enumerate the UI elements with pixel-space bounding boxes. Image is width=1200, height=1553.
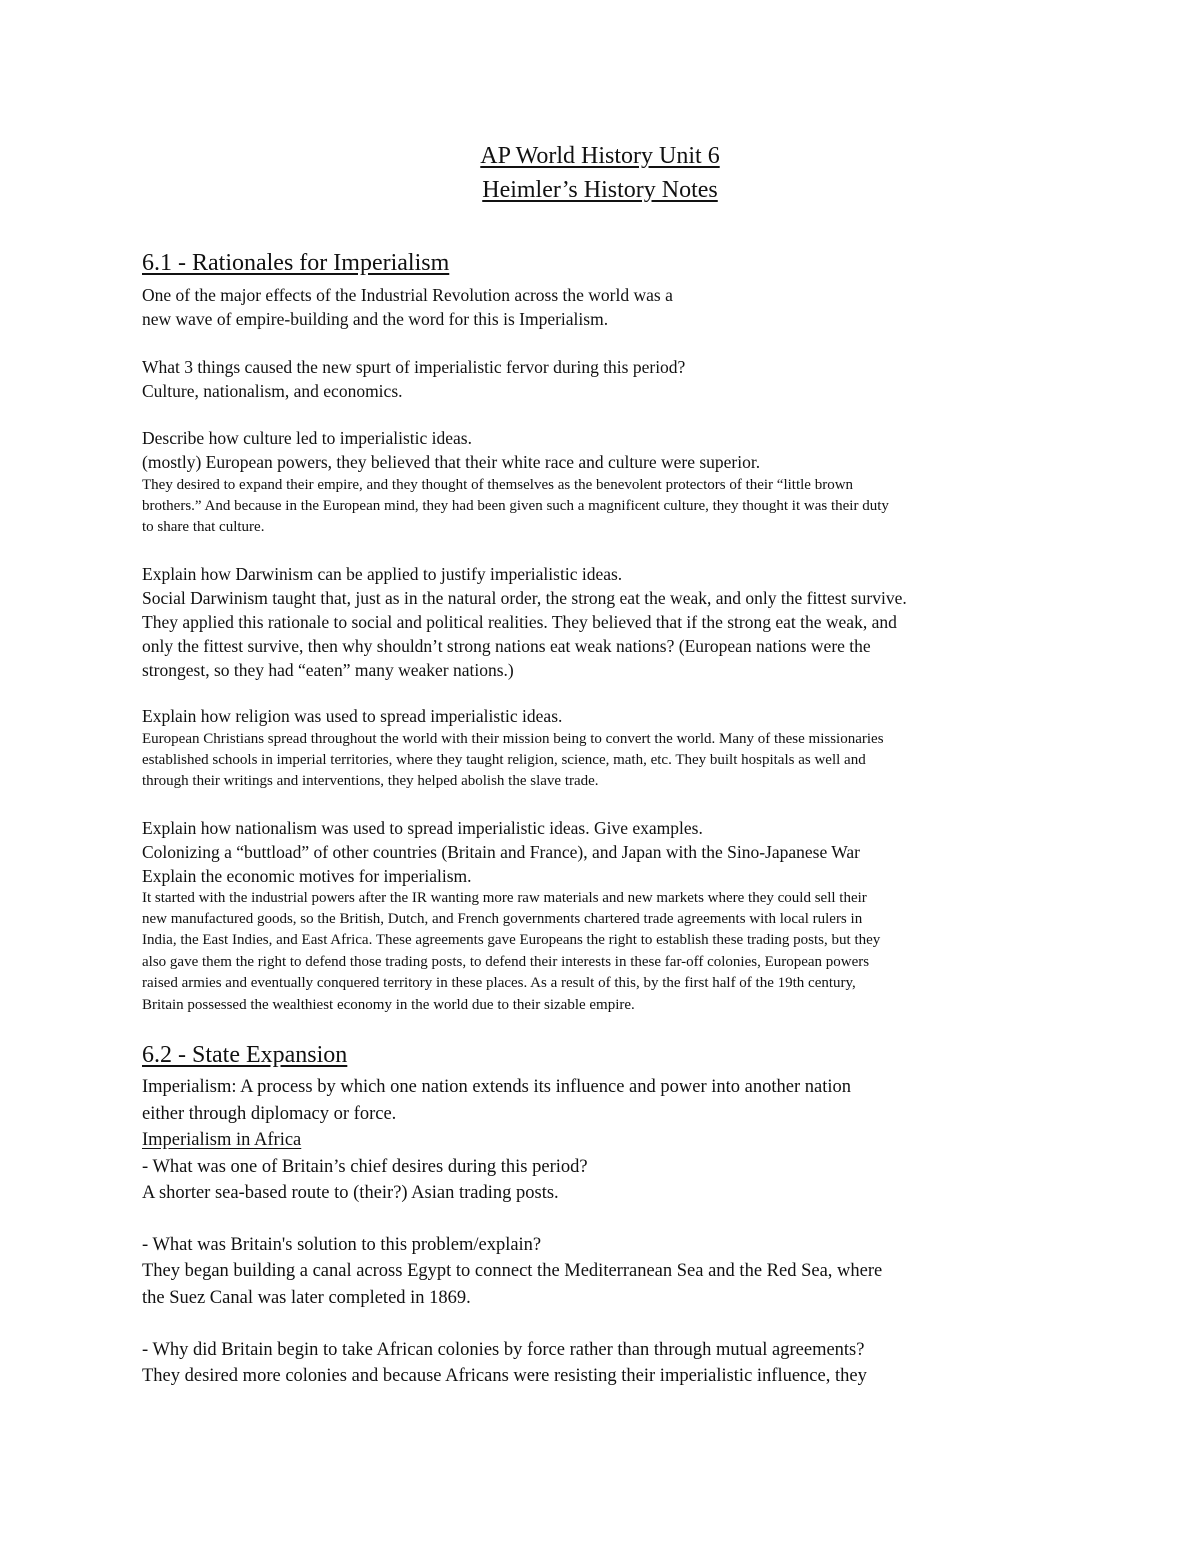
answer-line: strongest, so they had “eaten” many weaker nations.) [142,660,514,680]
answer-line: They began building a canal across Egypt to connect the Mediterranean Sea and the Red Sea, where [142,1261,883,1281]
question-line: What 3 things caused the new spurt of imperialistic fervor during this period? [142,357,686,377]
answer-line: Britain possessed the wealthiest economy in the world due to their sizable empire. [142,997,635,1013]
answer-line: Culture, nationalism, and economics. [142,381,403,401]
answer-line: through their writings and interventions, they helped abolish the slave trade. [142,773,599,789]
answer-line: European Christians spread throughout the world with their mission being to convert the world. Many of these missionaries [142,731,884,747]
section-heading-6-1: 6.1 - Rationales for Imperialism [142,250,450,276]
question-line: Describe how culture led to imperialistic ideas. [142,428,472,448]
text-line: new wave of empire-building and the word for this is Imperialism. [142,309,609,329]
document-subtitle: Heimler’s History Notes [482,177,718,203]
question-line: Explain how Darwinism can be applied to justify imperialistic ideas. [142,564,623,584]
question-line: Explain how religion was used to spread imperialistic ideas. [142,706,563,726]
question-line: - Why did Britain begin to take African colonies by force rather than through mutual agreements? [142,1340,865,1360]
answer-line: A shorter sea-based route to (their?) Asian trading posts. [142,1183,559,1203]
document-title: AP World History Unit 6 [480,143,720,169]
question-line: - What was Britain's solution to this problem/explain? [142,1235,542,1255]
answer-line: They desired to expand their empire, and they thought of themselves as the benevolent protectors of their “little brown [142,477,854,493]
answer-line: also gave them the right to defend those trading posts, to defend their interests in these far-off colonies, European powers [142,954,870,970]
answer-line: Colonizing a “buttload” of other countries (Britain and France), and Japan with the Sino-Japanese War [142,842,860,862]
answer-line: to share that culture. [142,519,265,535]
answer-line: the Suez Canal was later completed in 1869. [142,1288,471,1308]
answer-line: India, the East Indies, and East Africa. These agreements gave Europeans the right to establish these trading posts, but they [142,932,881,948]
subheading-imperialism-in-africa: Imperialism in Africa [142,1130,302,1150]
answer-line: Social Darwinism taught that, just as in the natural order, the strong eat the weak, and only the fittest survive. [142,588,907,608]
question-line: Explain the economic motives for imperialism. [142,866,472,886]
answer-line: It started with the industrial powers after the IR wanting more raw materials and new markets where they could sell their [142,890,867,906]
answer-line: They desired more colonies and because Africans were resisting their imperialistic influence, they [142,1366,867,1386]
answer-line: They applied this rationale to social and political realities. They believed that if the strong eat the weak, and [142,612,897,632]
question-line: - What was one of Britain’s chief desires during this period? [142,1157,588,1177]
section-heading-6-2: 6.2 - State Expansion [142,1042,348,1068]
answer-line: (mostly) European powers, they believed that their white race and culture were superior. [142,452,761,472]
answer-line: only the fittest survive, then why shouldn’t strong nations eat weak nations? (European nations were the [142,636,871,656]
text-line: One of the major effects of the Industrial Revolution across the world was a [142,285,673,305]
answer-line: established schools in imperial territories, where they taught religion, science, math, etc. They built hospitals as well and [142,752,866,768]
definition-line: either through diplomacy or force. [142,1104,397,1124]
answer-line: brothers.” And because in the European mind, they had been given such a magnificent culture, they thought it was their duty [142,498,889,514]
question-line: Explain how nationalism was used to spread imperialistic ideas. Give examples. [142,818,703,838]
answer-line: new manufactured goods, so the British, Dutch, and French governments chartered trade agreements with local rulers in [142,911,863,927]
answer-line: raised armies and eventually conquered territory in these places. As a result of this, by the first half of the 19th century, [142,975,856,991]
definition-line: Imperialism: A process by which one nation extends its influence and power into another nation [142,1077,851,1097]
